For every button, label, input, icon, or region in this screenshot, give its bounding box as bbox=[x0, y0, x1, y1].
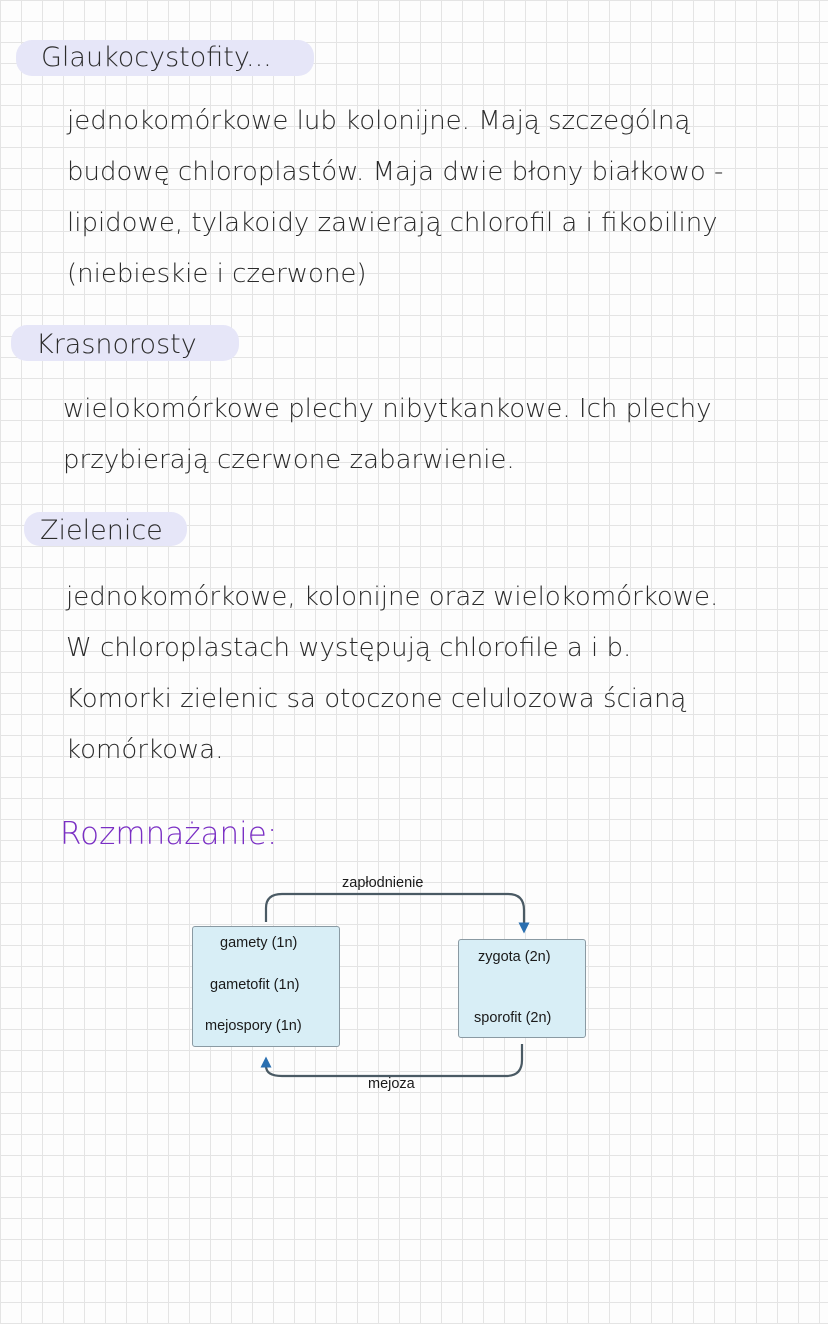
heading-krasnorosty: Krasnorosty bbox=[11, 325, 239, 361]
fertilization-arrow bbox=[266, 894, 524, 928]
label-sporofit: sporofit (2n) bbox=[474, 1010, 552, 1026]
reproduction-title: Rozmnażanie: bbox=[60, 816, 278, 852]
text-line: wielokomórkowe plechy nibytkankowe. Ich plechy bbox=[63, 394, 712, 424]
text-line: jednokomórkowe, kolonijne oraz wielokomórkowe. bbox=[66, 582, 719, 612]
text-line: Komorki zielenic sa otoczone celulozowa ścianą bbox=[66, 684, 687, 714]
heading-glaukocystofity: Glaukocystofity... bbox=[16, 40, 314, 76]
text-line: lipidowe, tylakoidy zawierają chlorofil a i fikobiliny bbox=[67, 208, 718, 238]
text-line: (niebieskie i czerwone) bbox=[67, 259, 367, 289]
text-line: przybierają czerwone zabarwienie. bbox=[63, 445, 515, 475]
meiosis-arrow bbox=[266, 1044, 522, 1076]
heading-zielenice: Zielenice bbox=[24, 512, 187, 546]
label-zaplodnienie: zapłodnienie bbox=[342, 875, 424, 891]
label-mejoza: mejoza bbox=[368, 1076, 415, 1092]
label-gamety: gamety (1n) bbox=[220, 935, 298, 951]
text-line: W chloroplastach występują chlorofile a i b. bbox=[66, 633, 632, 663]
text-line: komórkowa. bbox=[66, 735, 224, 765]
label-zygota: zygota (2n) bbox=[478, 949, 551, 965]
label-gametofit: gametofit (1n) bbox=[210, 977, 300, 993]
label-mejospory: mejospory (1n) bbox=[205, 1018, 302, 1034]
text-line: budowę chloroplastów. Maja dwie błony białkowo - bbox=[67, 157, 724, 187]
text-line: jednokomórkowe lub kolonijne. Mają szczególną bbox=[67, 106, 691, 136]
